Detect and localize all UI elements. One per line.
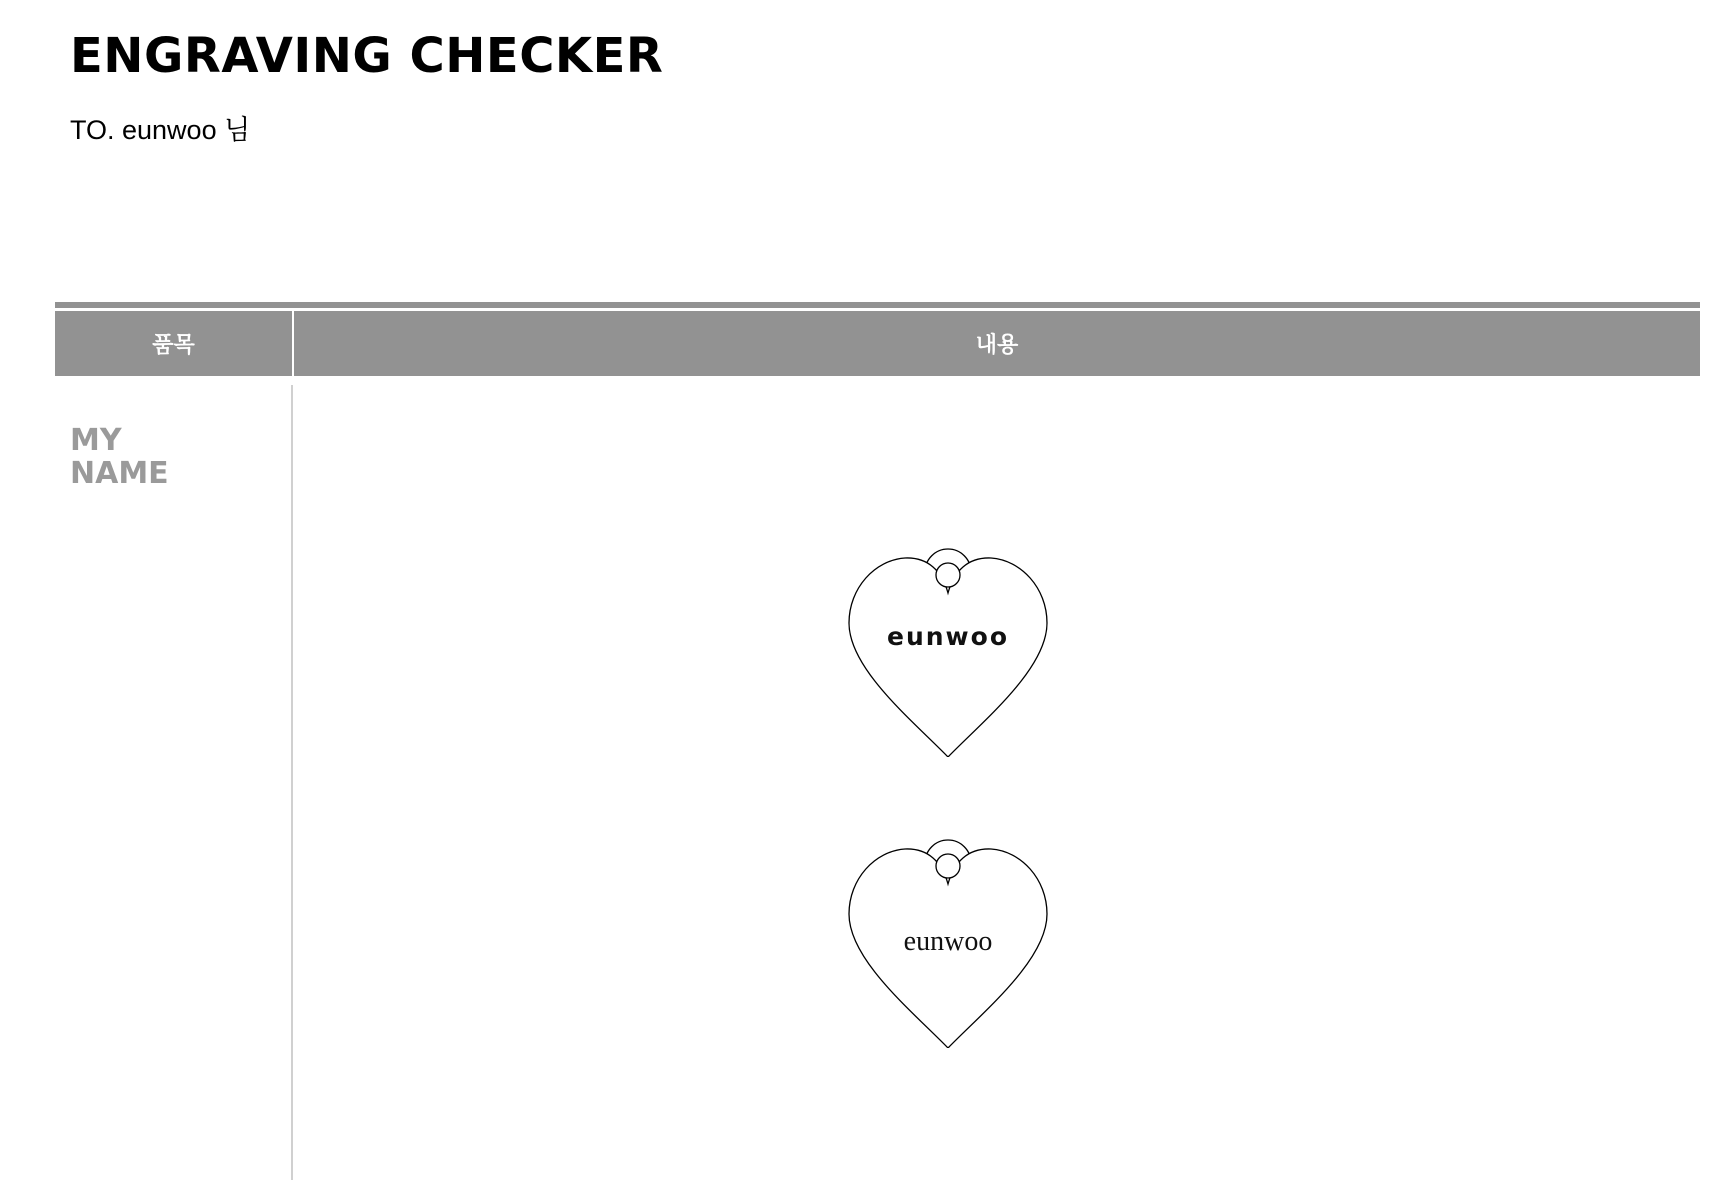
- engraving-text: eunwoo: [887, 622, 1009, 651]
- column-header-item: 품목: [55, 311, 294, 376]
- column-header-content: 내용: [975, 333, 1019, 358]
- item-label-line1: MY: [70, 423, 122, 458]
- heart-tag-preview: [848, 836, 1048, 1048]
- heart-tag-preview: [848, 545, 1048, 757]
- heart-tag-outline: [848, 545, 1048, 757]
- page-title: ENGRAVING CHECKER: [70, 28, 664, 84]
- table-top-rule: [55, 302, 1700, 308]
- item-label-line2: NAME: [70, 456, 169, 491]
- column-divider: [291, 385, 293, 1180]
- item-label: [70, 424, 270, 490]
- recipient-line: TO. eunwoo 님: [70, 115, 251, 145]
- engraving-text: eunwoo: [903, 926, 993, 957]
- table-header: [55, 311, 1700, 376]
